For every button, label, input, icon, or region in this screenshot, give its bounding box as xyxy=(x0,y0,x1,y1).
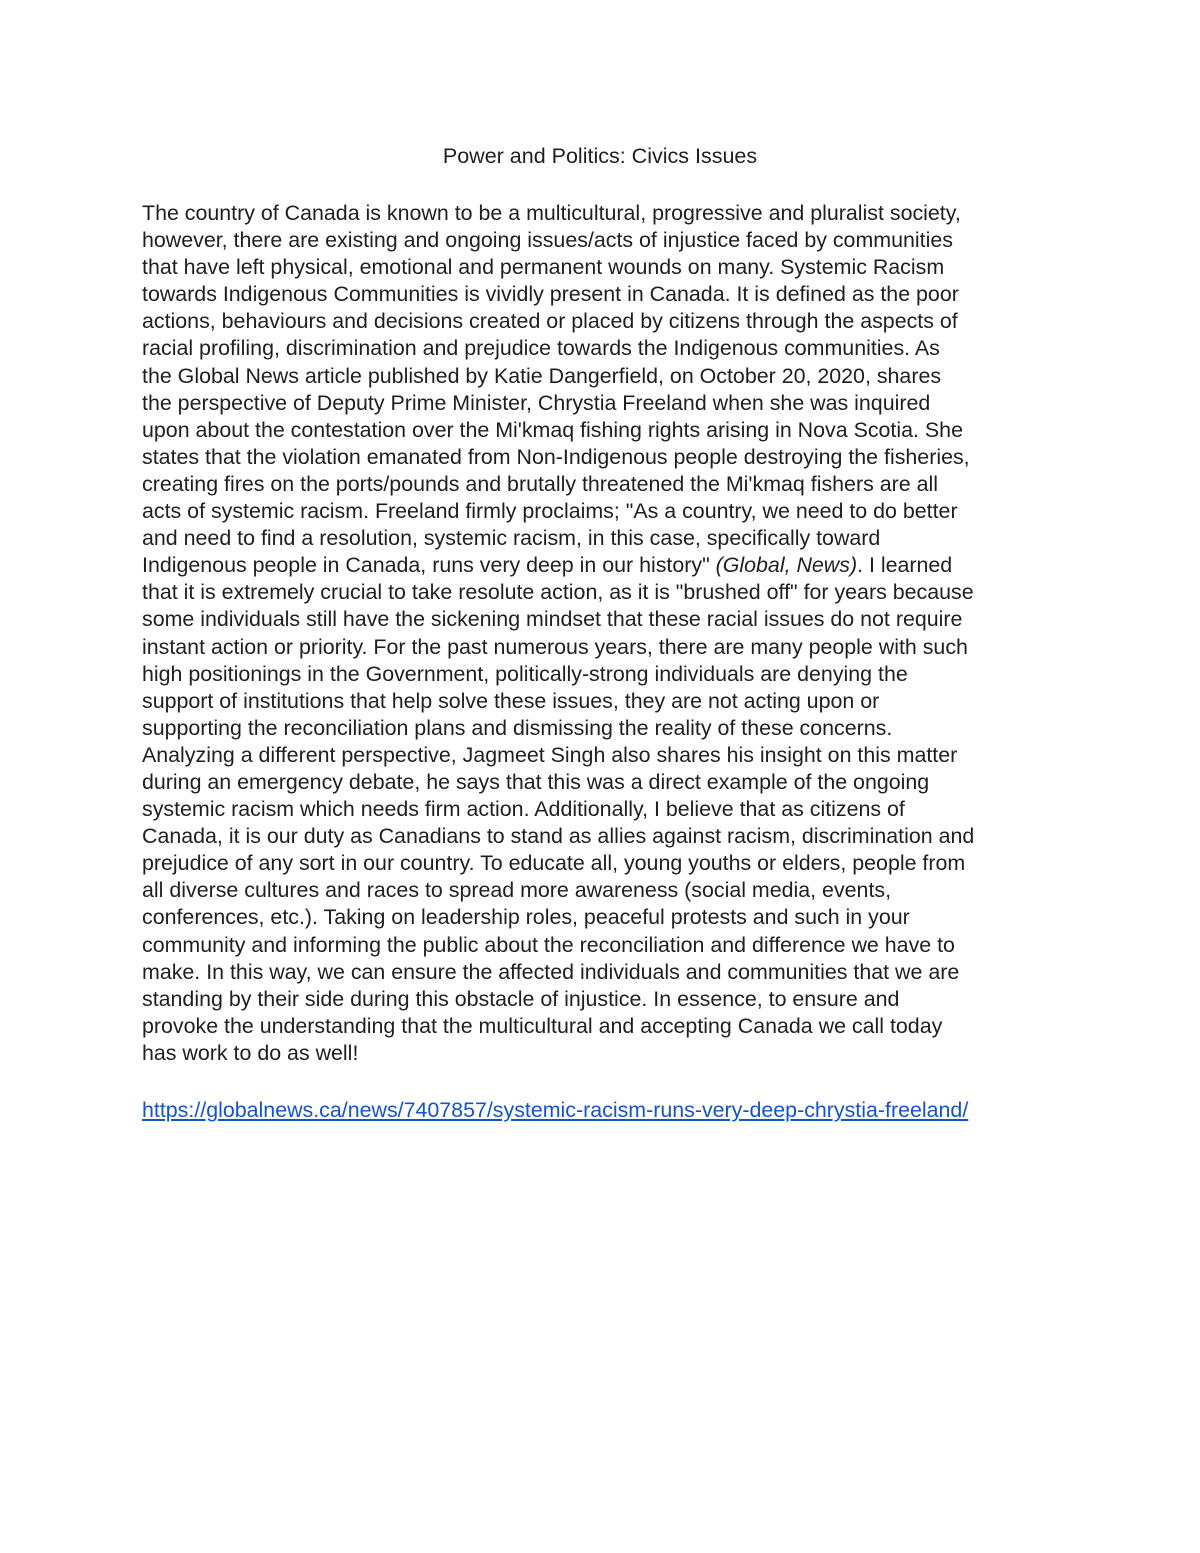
text-line: the Global News article published by Katie Dangerfield, on October 20, 2020, shares xyxy=(142,363,942,388)
text-line: community and informing the public about the reconciliation and difference we have to xyxy=(142,932,955,957)
in-text-citation: (Global, News) xyxy=(715,553,858,578)
text-line: however, there are existing and ongoing issues/acts of injustice faced by communities xyxy=(142,228,953,253)
text-line: the perspective of Deputy Prime Minister, Chrystia Freeland when she was inquired xyxy=(142,390,931,415)
text-line: all diverse cultures and races to spread more awareness (social media, events, xyxy=(142,878,892,903)
text-line: supporting the reconciliation plans and dismissing the reality of these concerns. xyxy=(142,715,893,740)
text-line: states that the violation emanated from Non-Indigenous people destroying the fisheries, xyxy=(142,444,970,469)
text-line: creating fires on the ports/pounds and brutally threatened the Mi'kmaq fishers are all xyxy=(142,471,938,496)
text-line: make. In this way, we can ensure the affected individuals and communities that we are xyxy=(142,959,960,984)
text-line: conferences, etc.). Taking on leadership roles, peaceful protests and such in your xyxy=(142,905,910,930)
source-link[interactable]: https://globalnews.ca/news/7407857/systemic-racism-runs-very-deep-chrystia-freeland/ xyxy=(142,1098,969,1122)
text-line: has work to do as well! xyxy=(142,1040,359,1065)
page-title: Power and Politics: Civics Issues xyxy=(442,144,758,168)
text-line: systemic racism which needs firm action. Additionally, I believe that as citizens of xyxy=(142,797,905,822)
text-line: racial profiling, discrimination and prejudice towards the Indigenous communities. As xyxy=(142,336,940,361)
text-line: and need to find a resolution, systemic racism, in this case, specifically toward xyxy=(142,526,881,551)
text-line: some individuals still have the sickening mindset that these racial issues do not require xyxy=(142,607,963,632)
text-line: The country of Canada is known to be a multicultural, progressive and pluralist society, xyxy=(142,201,961,225)
text-line: high positionings in the Government, politically-strong individuals are denying the xyxy=(142,661,908,686)
essay-body xyxy=(142,200,1072,1067)
citation-line-after: . I learned xyxy=(857,553,953,578)
text-line: that have left physical, emotional and permanent wounds on many. Systemic Racism xyxy=(142,255,945,280)
text-line: prejudice of any sort in our country. To educate all, young youths or elders, people from xyxy=(142,851,966,876)
text-line: support of institutions that help solve these issues, they are not acting upon or xyxy=(142,688,880,713)
text-line: acts of systemic racism. Freeland firmly proclaims; "As a country, we need to do better xyxy=(142,499,958,524)
text-line: Analyzing a different perspective, Jagmeet Singh also shares his insight on this matter xyxy=(142,742,958,767)
text-line: standing by their side during this obstacle of injustice. In essence, to ensure and xyxy=(142,986,900,1011)
text-line: provoke the understanding that the multicultural and accepting Canada we call today xyxy=(142,1013,943,1038)
text-line: Canada, it is our duty as Canadians to stand as allies against racism, discrimination and xyxy=(142,824,975,849)
text-line: instant action or priority. For the past numerous years, there are many people with such xyxy=(142,634,968,659)
text-line: towards Indigenous Communities is vividly present in Canada. It is defined as the poor xyxy=(142,282,959,307)
citation-line xyxy=(142,552,1072,579)
text-line: that it is extremely crucial to take resolute action, as it is "brushed off" for years because xyxy=(142,580,974,605)
text-line: during an emergency debate, he says that this was a direct example of the ongoing xyxy=(142,769,930,794)
citation-line-before: Indigenous people in Canada, runs very deep in our history" xyxy=(142,553,716,578)
text-line: actions, behaviours and decisions created or placed by citizens through the aspects of xyxy=(142,309,958,334)
text-line: upon about the contestation over the Mi'kmaq fishing rights arising in Nova Scotia. She xyxy=(142,417,963,442)
